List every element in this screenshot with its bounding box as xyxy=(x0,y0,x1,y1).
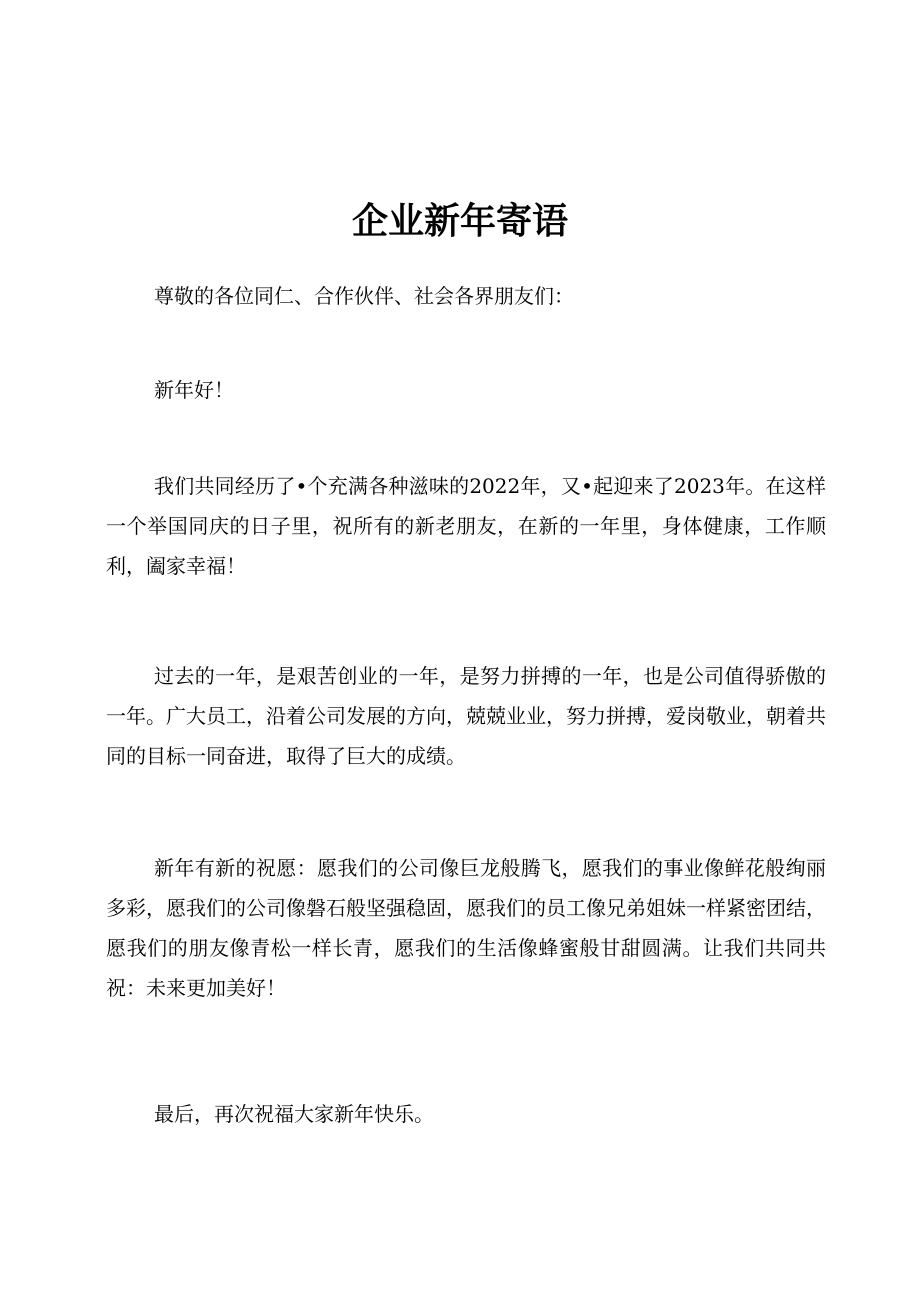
paragraph-wishes: 我们共同经历了•个充满各种滋味的2022年，又•起迎来了2023年。在这样一个举国同庆的日子里，祝所有的新老朋友，在新的一年里，身体健康，工作顺利，阖家幸福！ xyxy=(106,474,826,578)
paragraph-review: 过去的一年，是艰苦创业的一年，是努力拼搏的一年，也是公司值得骄傲的一年。广大员工，沿着公司发展的方向，兢兢业业，努力拼搏，爱岗敬业，朝着共同的目标一同奋进，取得了巨大的成绩。 xyxy=(106,664,826,768)
document-title: 企业新年寄语 xyxy=(351,201,568,243)
paragraph-greeting: 新年好！ xyxy=(154,378,234,402)
paragraph-closing: 最后，再次祝福大家新年快乐。 xyxy=(154,1102,434,1126)
paragraph-salutation: 尊敬的各位同仁、合作伙伴、社会各界朋友们： xyxy=(154,284,574,308)
paragraph-new-year-wishes: 新年有新的祝愿：愿我们的公司像巨龙般腾飞，愿我们的事业像鲜花般绚丽多彩，愿我们的公司像磐石般坚强稳固，愿我们的员工像兄弟姐妹一样紧密团结，愿我们的朋友像青松一样长青，愿我们的生活像蜂蜜般甘甜圆满。让我们共同共祝：未来更加美好！ xyxy=(106,856,826,1000)
